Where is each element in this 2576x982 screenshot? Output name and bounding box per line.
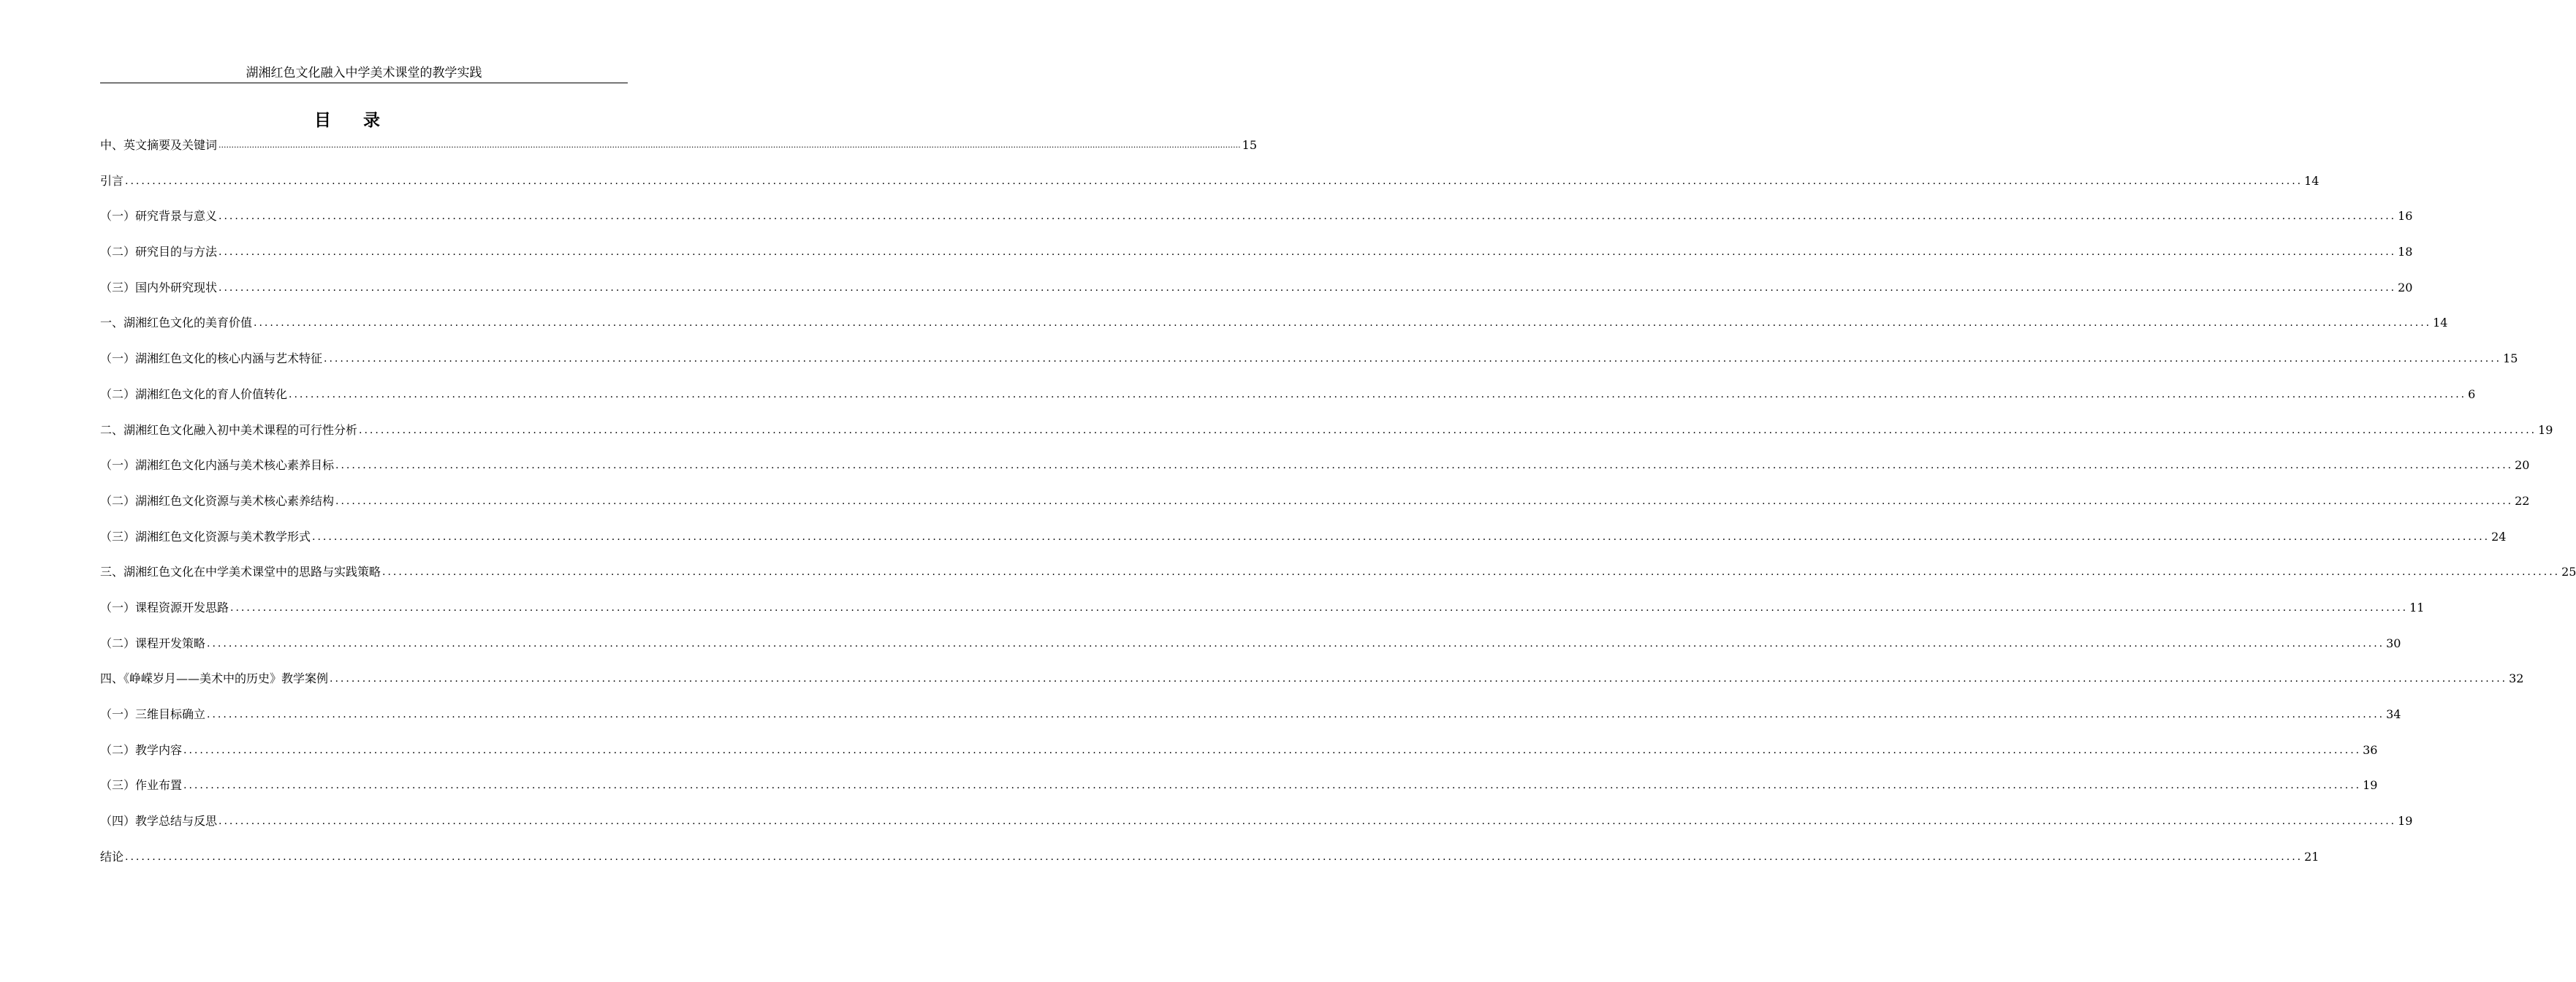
toc-page-number: 34 (2386, 707, 2401, 721)
toc-page-number: 25 (2561, 565, 2576, 579)
toc-entry-text: 四、《峥嵘岁月——美术中的历史》教学案例 (100, 671, 329, 686)
toc-page-number: 20 (2398, 280, 2413, 294)
toc-page-number: 20 (2515, 458, 2530, 473)
toc-leader-dots: ................................................................................................................................................................................................................................................................................................................................................................................................................ (312, 530, 2490, 543)
toc-page-number: 24 (2491, 529, 2507, 544)
toc-entry-text: 三、湖湘红色文化在中学美术课堂中的思路与实践策略 (100, 565, 381, 579)
toc-entry[interactable] (100, 456, 2530, 492)
toc-entry-text: （一）课程资源开发思路 (100, 600, 229, 614)
toc-leader-dots: ................................................................................................................................................................................................................................................................................................................................................................................................................ (183, 780, 2362, 792)
toc-entry-text: （二）课程开发策略 (100, 636, 206, 650)
toc-page-number: 6 (2468, 387, 2476, 401)
toc-leader-dots: ................................................................................................................................................................................................................................................................................................................................................................................................................ (183, 744, 2362, 756)
toc-page-number: 14 (2433, 316, 2448, 330)
toc-entry[interactable] (100, 313, 2448, 349)
toc-entry-text: （一）三维目标确立 (100, 707, 206, 721)
toc-page-number: 36 (2363, 742, 2378, 757)
toc-leader-dots: ................................................................................................................................................................................................................................................................................................................................................................................................................ (219, 281, 2397, 294)
toc-entry-text: （二）研究目的与方法 (100, 245, 218, 259)
toc-page-number: 15 (2503, 351, 2518, 366)
toc-entry-text: （三）国内外研究现状 (100, 280, 218, 294)
toc-entry-text: 结论 (100, 849, 124, 864)
toc-page-number: 19 (2398, 814, 2413, 829)
toc-entry-text: （二）教学内容 (100, 742, 183, 757)
toc-entry-text: （四）教学总结与反思 (100, 814, 218, 829)
toc-leader-dots: ................................................................................................................................................................................................................................................................................................................................................................................................................ (207, 709, 2385, 720)
toc-page-number: 30 (2386, 636, 2401, 650)
toc-leader-dots: ................................................................................................................................................................................................................................................................................................................................................................................................................ (335, 460, 2514, 472)
toc-leader-dots: ................................................................................................................................................................................................................................................................................................................................................................................................................ (219, 246, 2397, 259)
toc-entry[interactable] (100, 243, 2413, 278)
toc-entry-text: 一、湖湘红色文化的美育价值 (100, 316, 253, 330)
toc-entry[interactable] (100, 492, 2530, 528)
toc-leader-dots: ................................................................................................................................................................................................................................................................................................................................................................................................................ (330, 673, 2508, 685)
toc-page-number: 22 (2515, 493, 2530, 508)
toc-leader-dots: ................................................................................................................................................................................................................................................................................................................................................................................................................ (219, 815, 2397, 828)
toc-entry-text: （一）研究背景与意义 (100, 209, 218, 224)
toc-entry-text: （二）湖湘红色文化的育人价值转化 (100, 387, 288, 401)
toc-entry-text: 二、湖湘红色文化融入初中美术课程的可行性分析 (100, 422, 358, 437)
toc-entry[interactable] (100, 776, 2378, 812)
toc-page-number: 32 (2509, 671, 2524, 686)
toc-entry-text: （二）湖湘红色文化资源与美术核心素养结构 (100, 493, 335, 508)
toc-leader-dots: ................................................................................................................................................................................................................................................................................................................................................................................................................ (219, 210, 2397, 223)
toc-entry[interactable] (100, 528, 2507, 563)
toc-leader-dots: ................................................................................................................................................................................................................................................................................................................................................................................................................ (335, 495, 2514, 507)
toc-page-number: 14 (2304, 173, 2319, 188)
toc-entry[interactable] (100, 634, 2401, 670)
toc-leader-dots: ................................................................................................................................................................................................................................................................................................................................................................................................................ (230, 601, 2409, 614)
toc-list (100, 136, 2576, 883)
toc-leader-dots: ................................................................................................................................................................................................................................................................................................................................................................................................................ (219, 140, 1241, 150)
toc-entry-text: 中、英文摘要及关键词 (100, 138, 218, 152)
toc-page-number: 16 (2398, 209, 2413, 224)
toc-leader-dots: ................................................................................................................................................................................................................................................................................................................................................................................................................ (125, 175, 2303, 187)
toc-leader-dots: ................................................................................................................................................................................................................................................................................................................................................................................................................ (207, 637, 2385, 650)
toc-title: 目 录 (314, 110, 393, 130)
toc-entry-text: （一）湖湘红色文化的核心内涵与艺术特征 (100, 351, 323, 366)
toc-entry[interactable] (100, 349, 2518, 385)
toc-entry-text: （一）湖湘红色文化内涵与美术核心素养目标 (100, 458, 335, 473)
toc-leader-dots: ................................................................................................................................................................................................................................................................................................................................................................................................................ (324, 353, 2502, 365)
toc-entry-text: 引言 (100, 173, 124, 188)
toc-entry[interactable] (100, 705, 2401, 741)
toc-page-number: 19 (2363, 778, 2378, 793)
toc-entry[interactable] (100, 563, 2576, 598)
toc-entry[interactable] (100, 741, 2378, 777)
toc-entry-text: （三）作业布置 (100, 778, 183, 793)
toc-entry[interactable] (100, 848, 2319, 883)
toc-page-number: 18 (2398, 245, 2413, 259)
toc-entry[interactable] (100, 385, 2476, 421)
toc-entry[interactable] (100, 598, 2425, 634)
toc-page-number: 21 (2304, 849, 2319, 864)
toc-entry[interactable] (100, 421, 2553, 457)
toc-leader-dots: ................................................................................................................................................................................................................................................................................................................................................................................................................ (254, 317, 2432, 330)
toc-entry[interactable] (100, 172, 2319, 208)
toc-leader-dots: ................................................................................................................................................................................................................................................................................................................................................................................................................ (359, 424, 2537, 436)
toc-leader-dots: ................................................................................................................................................................................................................................................................................................................................................................................................................ (125, 850, 2303, 863)
toc-entry-text: （三）湖湘红色文化资源与美术教学形式 (100, 529, 311, 544)
toc-leader-dots: ................................................................................................................................................................................................................................................................................................................................................................................................................ (289, 388, 2467, 400)
toc-page-number: 19 (2538, 422, 2553, 437)
toc-page-number: 11 (2409, 600, 2425, 614)
toc-entry[interactable] (100, 207, 2413, 243)
running-header: 湖湘红色文化融入中学美术课堂的教学实践 (246, 66, 482, 80)
toc-entry[interactable] (100, 136, 1258, 172)
toc-entry[interactable] (100, 669, 2524, 705)
toc-entry[interactable] (100, 812, 2413, 848)
toc-leader-dots: ................................................................................................................................................................................................................................................................................................................................................................................................................ (382, 566, 2561, 579)
toc-entry[interactable] (100, 278, 2413, 314)
toc-page-number: 15 (1242, 138, 1258, 152)
